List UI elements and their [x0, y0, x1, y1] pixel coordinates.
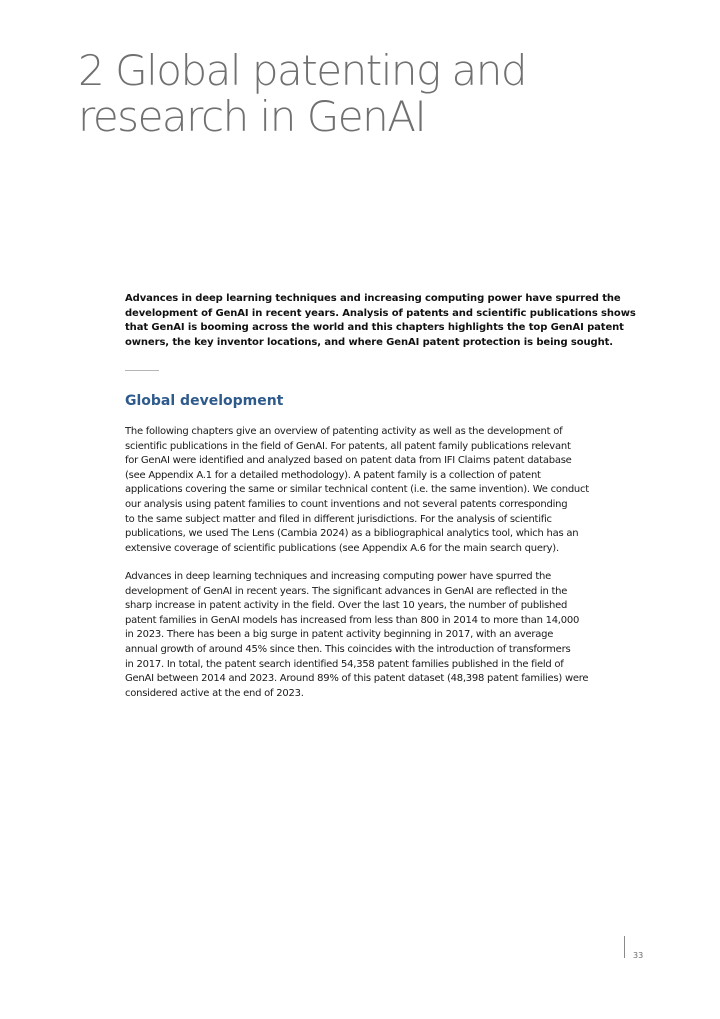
section-divider: [125, 370, 159, 371]
intro-paragraph: [125, 292, 636, 350]
page-number: 33: [633, 951, 644, 960]
section-heading: Global development: [125, 393, 284, 409]
body-line: annual growth of around 45% since then. This coincides with the introduction of transformers: [125, 643, 571, 655]
body-line: development of GenAI in recent years. The significant advances in GenAI are reflected in the: [125, 585, 568, 597]
intro-line: development of GenAI in recent years. Analysis of patents and scientific publications shows: [125, 307, 636, 319]
body-line: considered active at the end of 2023.: [125, 687, 304, 699]
intro-line: Advances in deep learning techniques and increasing computing power have spurred the: [125, 293, 621, 304]
chapter-title-line: 2 Global patenting and: [78, 46, 527, 95]
chapter-title: [78, 48, 678, 140]
body-line: scientific publications in the field of GenAI. For patents, all patent family publications relevant: [125, 440, 571, 452]
body-line: extensive coverage of scientific publications (see Appendix A.6 for the main search query).: [125, 542, 559, 554]
body-line: Advances in deep learning techniques and increasing computing power have spurred the: [125, 571, 551, 582]
body-paragraph: [125, 570, 600, 701]
chapter-title-line: research in GenAI: [78, 92, 426, 141]
body-line: publications, we used The Lens (Cambia 2024) as a bibliographical analytics tool, which has an: [125, 528, 579, 540]
body-line: in 2017. In total, the patent search identified 54,358 patent families published in the field of: [125, 658, 564, 670]
body-line: our analysis using patent families to count inventions and not several patents corresponding: [125, 498, 568, 510]
intro-line: owners, the key inventor locations, and where GenAI patent protection is being sought.: [125, 336, 613, 348]
page-number-rule: [624, 936, 625, 958]
body-line: The following chapters give an overview of patenting activity as well as the development of: [125, 426, 563, 437]
intro-line: that GenAI is booming across the world and this chapters highlights the top GenAI patent: [125, 322, 624, 334]
body-line: to the same subject matter and filed in different jurisdictions. For the analysis of scientific: [125, 513, 552, 525]
body-line: (see Appendix A.1 for a detailed methodology). A patent family is a collection of patent: [125, 469, 541, 481]
body-line: in 2023. There has been a big surge in patent activity beginning in 2017, with an average: [125, 629, 554, 641]
body-line: for GenAI were identified and analyzed based on patent data from IFI Claims patent database: [125, 455, 572, 467]
body-line: patent families in GenAI models has increased from less than 800 in 2014 to more than 14,000: [125, 614, 580, 626]
body-line: GenAI between 2014 and 2023. Around 89% of this patent dataset (48,398 patent families) were: [125, 673, 589, 685]
body-line: applications covering the same or similar technical content (i.e. the same invention). We conduct: [125, 484, 589, 496]
body-paragraph: [125, 425, 600, 556]
body-line: sharp increase in patent activity in the field. Over the last 10 years, the number of published: [125, 600, 568, 612]
